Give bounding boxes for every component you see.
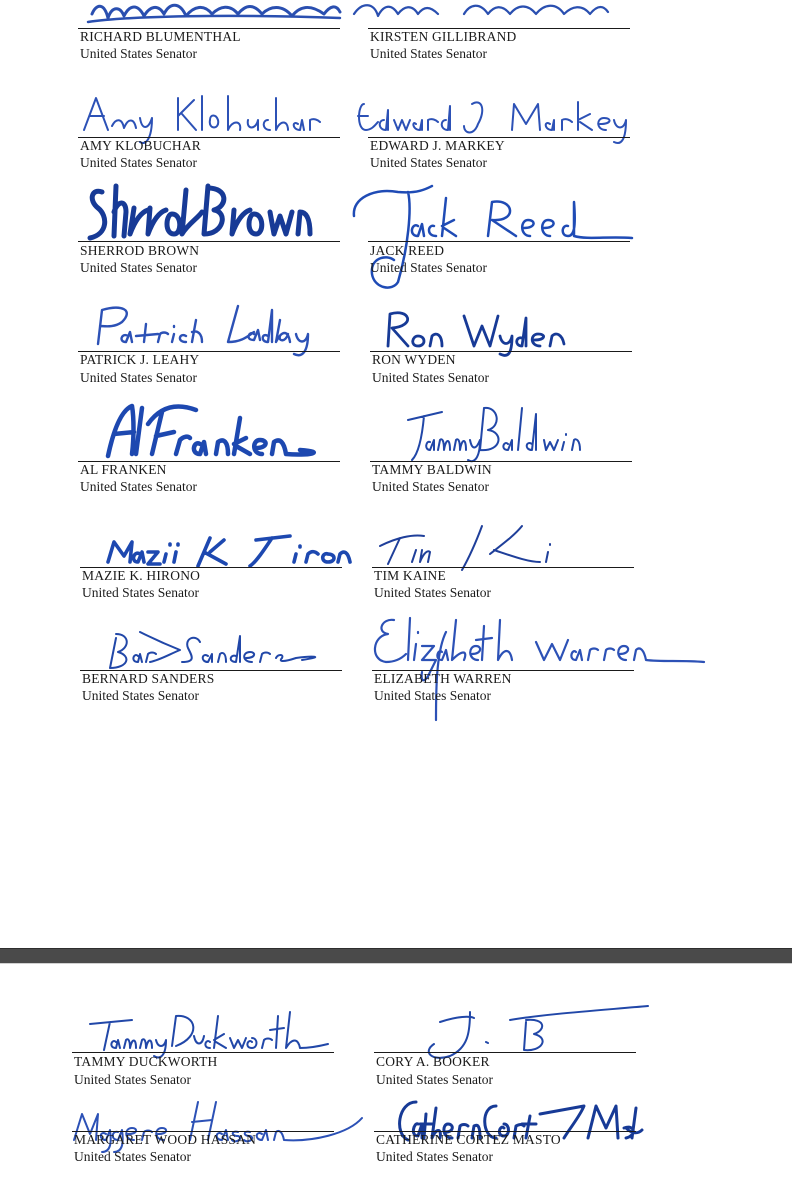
signature-block-gillibrand: [368, 0, 638, 66]
signer-name: ELIZABETH WARREN: [374, 671, 512, 686]
signer-title: United States Senator: [370, 155, 487, 170]
signer-name: RICHARD BLUMENTHAL: [80, 29, 241, 44]
signature-block-brown: [78, 178, 348, 278]
signer-name: AMY KLOBUCHAR: [80, 138, 201, 153]
signature-block-markey: [368, 90, 638, 174]
signer-title: United States Senator: [374, 585, 491, 600]
signer-title: United States Senator: [370, 260, 487, 275]
signer-name: EDWARD J. MARKEY: [370, 138, 505, 153]
signer-title: United States Senator: [80, 155, 197, 170]
signer-title: United States Senator: [374, 688, 491, 703]
signature-block-leahy: [78, 296, 348, 390]
signature-block-blumenthal: [78, 0, 348, 66]
signature-block-klobuchar: [78, 90, 348, 174]
signature-block-cortez-masto: [374, 1094, 644, 1200]
signer-title: United States Senator: [372, 370, 489, 385]
signer-title: United States Senator: [74, 1149, 191, 1164]
signer-name: TAMMY DUCKWORTH: [74, 1054, 218, 1069]
signer-name: RON WYDEN: [372, 352, 456, 367]
signature-block-wyden: [370, 296, 640, 390]
signer-name: MARGARET WOOD HASSAN: [74, 1132, 257, 1147]
signature-block-booker: [374, 1002, 644, 1092]
signer-name: TIM KAINE: [374, 568, 446, 583]
signer-title: United States Senator: [80, 46, 197, 61]
signer-name: CORY A. BOOKER: [376, 1054, 490, 1069]
signer-title: United States Senator: [370, 46, 487, 61]
signer-title: United States Senator: [80, 479, 197, 494]
signature-block-hassan: [72, 1094, 342, 1200]
signature-block-duckworth: [72, 1002, 342, 1092]
signature-block-warren: [372, 612, 642, 712]
signer-title: United States Senator: [74, 1072, 191, 1087]
signer-name: JACK REED: [370, 243, 445, 258]
signer-name: CATHERINE CORTEZ MASTO: [376, 1132, 561, 1147]
signature-block-kaine: [372, 506, 642, 606]
signature-block-hirono: [80, 506, 350, 606]
signature-block-baldwin: [370, 398, 640, 498]
page-separator: [0, 948, 792, 964]
signature-line: [72, 1052, 334, 1053]
signer-title: United States Senator: [82, 688, 199, 703]
signer-name: TAMMY BALDWIN: [372, 462, 492, 477]
signature-block-reed: [368, 178, 638, 278]
signature-line: [78, 241, 340, 242]
signer-title: United States Senator: [80, 370, 197, 385]
signature-line: [368, 241, 630, 242]
signer-name: MAZIE K. HIRONO: [82, 568, 201, 583]
signature-block-franken: [78, 398, 348, 498]
signer-name: BERNARD SANDERS: [82, 671, 215, 686]
document-page-2: [0, 964, 792, 1200]
signer-title: United States Senator: [376, 1149, 493, 1164]
signer-title: United States Senator: [80, 260, 197, 275]
signer-name: AL FRANKEN: [80, 462, 167, 477]
signature-block-sanders: [80, 612, 350, 712]
signer-title: United States Senator: [372, 479, 489, 494]
signer-title: United States Senator: [376, 1072, 493, 1087]
signer-name: PATRICK J. LEAHY: [80, 352, 200, 367]
signer-name: KIRSTEN GILLIBRAND: [370, 29, 517, 44]
signer-name: SHERROD BROWN: [80, 243, 200, 258]
signature-line: [374, 1052, 636, 1053]
signer-title: United States Senator: [82, 585, 199, 600]
